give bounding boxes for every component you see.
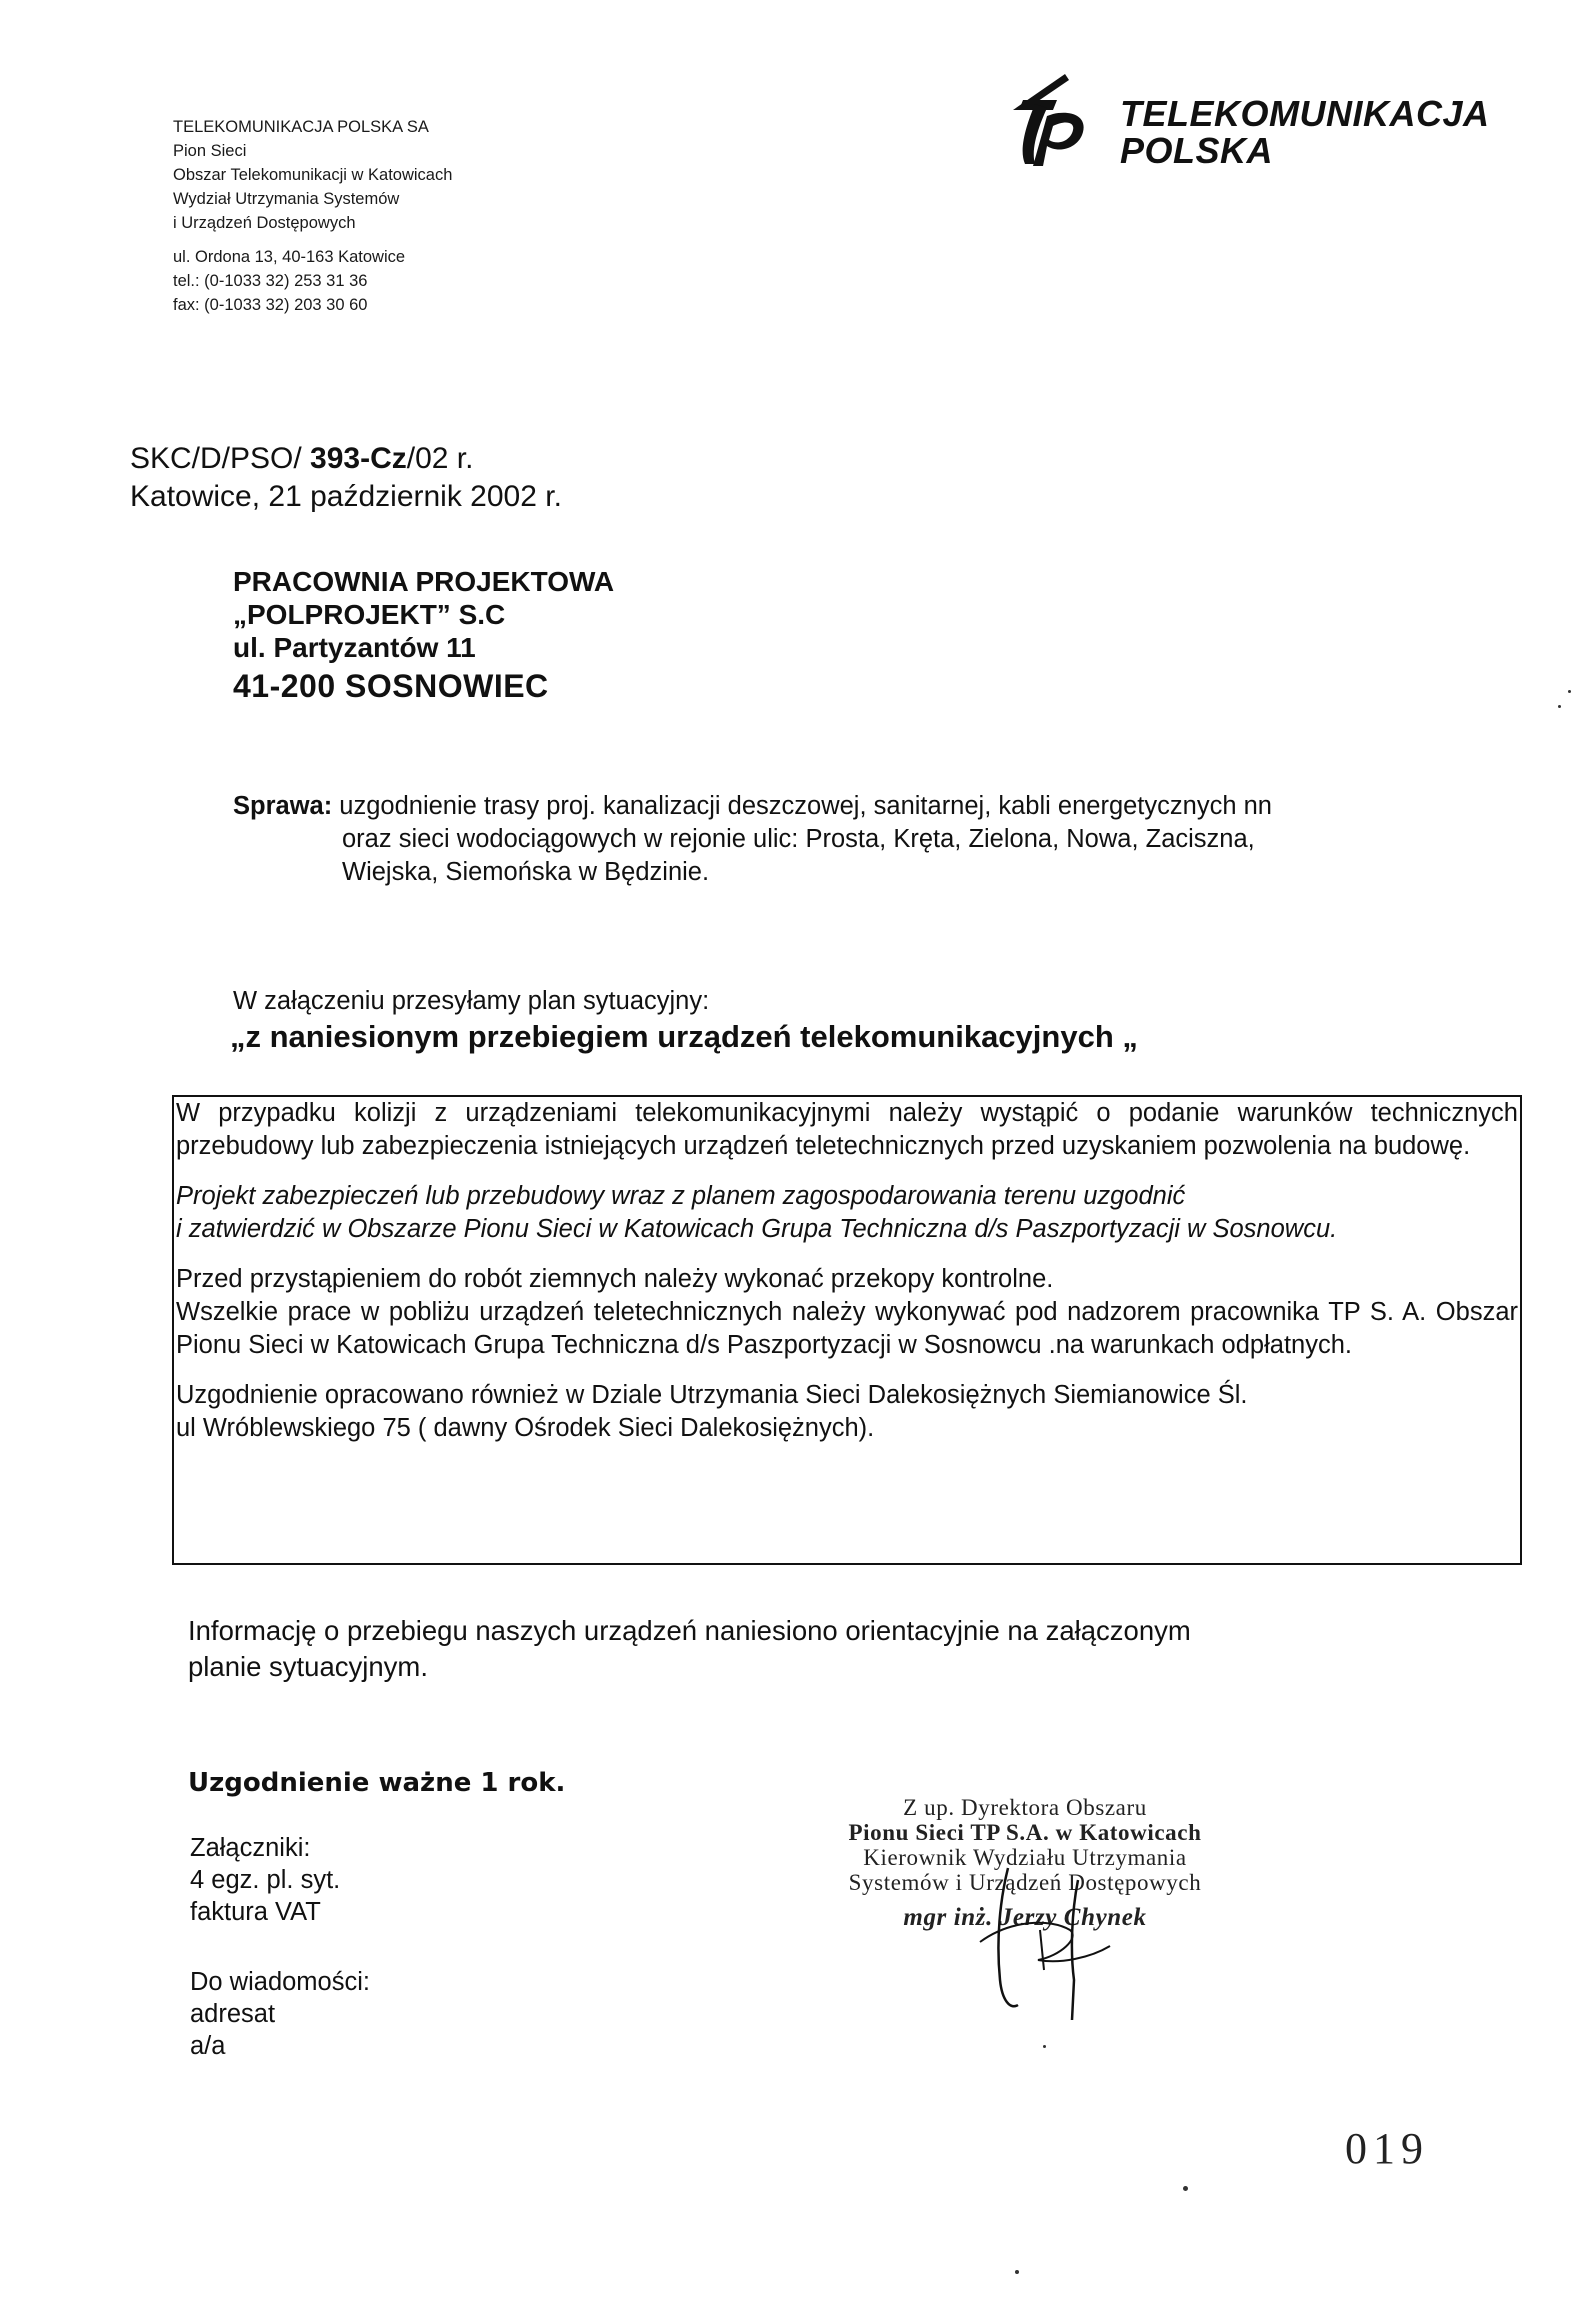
notice-paragraph-1: W przypadku kolizji z urządzeniami telekomunikacyjnymi należy wystąpić o podanie warunków technicznych przebudowy lub zabezpieczenia istniejących urządzeń teletechnicznych przed uzyskaniem pozwolenia na budowę. [176, 1099, 1518, 1160]
reference-block [130, 440, 562, 516]
sender-region: Obszar Telekomunikacji w Katowicach [173, 166, 453, 184]
scan-speck [1043, 2045, 1046, 2048]
notice-paragraph-2-line-1: Projekt zabezpieczeń lub przebudowy wraz z planem zagospodarowania terenu uzgodnić [176, 1182, 1186, 1210]
reference-suffix: /02 r. [406, 442, 474, 475]
reference-number [130, 440, 562, 478]
sender-department-1: Wydział Utrzymania Systemów [173, 190, 400, 208]
notice-paragraph-2-line-2: i zatwierdzić w Obszarze Pionu Sieci w Katowicach Grupa Techniczna d/s Paszportyzacji w Sosnowcu. [176, 1215, 1338, 1243]
stamp-signer: mgr inż. Jerzy Chynek [903, 1904, 1147, 1931]
subject-label: Sprawa: [233, 792, 333, 820]
validity-note: Uzgodnienie ważne 1 rok. [188, 1768, 566, 1798]
subject-line-2: oraz sieci wodociągowych w rejonie ulic: Prosta, Kręta, Zielona, Nowa, Zaciszna, [342, 825, 1255, 853]
tp-logo-icon [995, 70, 1095, 170]
sender-block [173, 115, 452, 317]
subject-block [233, 790, 1373, 889]
stamp-line-3: Kierownik Wydziału Utrzymania [863, 1845, 1187, 1870]
sender-division: Pion Sieci [173, 142, 247, 160]
stamp-line-4: Systemów i Urządzeń Dostępowych [848, 1870, 1202, 1895]
attachment-intro: W załączeniu przesyłamy plan sytuacyjny: [233, 987, 710, 1015]
notify-item-1: adresat [190, 2000, 276, 2028]
scan-speck [1015, 2270, 1019, 2274]
letter-date: Katowice, 21 październik 2002 r. [130, 480, 562, 513]
addressee-line-3: ul. Partyzantów 11 [233, 632, 476, 663]
sender-company: TELEKOMUNIKACJA POLSKA SA [173, 118, 429, 136]
page-number: 019 [1345, 2124, 1429, 2173]
handwritten-signature [940, 1860, 1180, 2030]
addressee-line-1: PRACOWNIA PROJEKTOWA [233, 566, 615, 597]
stamp-line-2: Pionu Sieci TP S.A. w Katowicach [848, 1820, 1202, 1845]
reference-case-number: 393-Cz [310, 442, 407, 475]
attachments-block [190, 1832, 340, 1928]
notice-box [172, 1095, 1522, 1565]
notify-block [190, 1966, 370, 2062]
attachments-item-2: faktura VAT [190, 1898, 321, 1926]
scan-speck [1183, 2186, 1188, 2191]
addressee-line-4: 41-200 SOSNOWIEC [233, 668, 549, 704]
attachments-item-1: 4 egz. pl. syt. [190, 1866, 341, 1894]
notice-paragraph-3-line-2: Wszelkie prace w pobliżu urządzeń teletechnicznych należy wykonywać pod nadzorem pracownika TP S. A. Obszar Pionu Sieci w Katowicach Grupa Techniczna d/s Paszportyzacji w Sosnowcu .na warunkach odpłatnych. [176, 1298, 1518, 1359]
scan-speck [1558, 705, 1561, 708]
logo-line-1: TELEKOMUNIKACJA [1120, 93, 1490, 134]
info-line-2: planie sytuacyjnym. [188, 1651, 428, 1682]
sender-address: ul. Ordona 13, 40-163 Katowice [173, 248, 406, 266]
notify-item-2: a/a [190, 2032, 226, 2060]
notice-paragraph-4-line-2: ul Wróblewskiego 75 ( dawny Ośrodek Sieci Dalekosiężnych). [176, 1414, 875, 1442]
sender-tel: tel.: (0-1033 32) 253 31 36 [173, 272, 368, 290]
addressee-block [233, 565, 614, 708]
scan-speck [1568, 690, 1571, 693]
logo-text [1120, 95, 1490, 169]
attachment-intro-bold: „z naniesionym przebiegiem urządzeń telekomunikacyjnych „ [230, 1019, 1138, 1054]
info-line-1: Informację o przebiegu naszych urządzeń naniesiono orientacyjnie na załączonym [188, 1615, 1191, 1646]
subject-line-3: Wiejska, Siemońska w Będzinie. [342, 858, 710, 886]
sender-fax: fax: (0-1033 32) 203 30 60 [173, 296, 368, 314]
reference-prefix: SKC/D/PSO/ [130, 442, 311, 475]
addressee-line-2: „POLPROJEKT” S.C [233, 599, 506, 630]
attachments-title: Załączniki: [190, 1834, 311, 1862]
logo-line-2: POLSKA [1120, 130, 1274, 171]
sender-department-2: i Urządzeń Dostępowych [173, 214, 356, 232]
stamp-line-1: Z up. Dyrektora Obszaru [903, 1795, 1147, 1820]
subject-line-1: uzgodnienie trasy proj. kanalizacji deszczowej, sanitarnej, kabli energetycznych nn [332, 792, 1272, 820]
notify-title: Do wiadomości: [190, 1968, 370, 1996]
info-block [188, 1613, 1388, 1685]
notice-paragraph-4-line-1: Uzgodnienie opracowano również w Dziale Utrzymania Sieci Dalekosiężnych Siemianowice Śl. [176, 1381, 1248, 1409]
notice-paragraph-3-line-1: Przed przystąpieniem do robót ziemnych należy wykonać przekopy kontrolne. [176, 1265, 1054, 1293]
